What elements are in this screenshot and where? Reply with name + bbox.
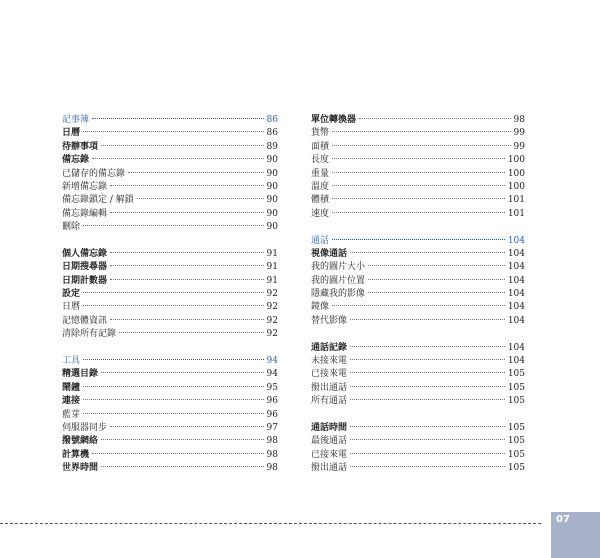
toc-entry[interactable] [311, 368, 525, 381]
toc-entry-title: 鬧鐘 [62, 382, 81, 393]
toc-spacer [311, 409, 525, 422]
dot-leader [332, 212, 505, 213]
toc-spacer [62, 235, 278, 248]
dot-leader [332, 305, 505, 306]
footer-dashed-rule [0, 523, 541, 524]
toc-entry[interactable] [311, 288, 525, 301]
toc-entry-page: 86 [266, 128, 278, 139]
toc-entry-page: 97 [266, 422, 278, 433]
toc-entry-page: 104 [507, 289, 525, 300]
dot-leader [92, 453, 264, 454]
toc-entry[interactable] [62, 154, 278, 167]
toc-entry-page: 90 [266, 155, 278, 166]
dot-leader [350, 319, 505, 320]
toc-entry[interactable] [311, 194, 525, 207]
toc-entry-page: 90 [266, 181, 278, 192]
toc-entry[interactable] [62, 181, 278, 194]
dot-leader [350, 346, 505, 347]
toc-entry-title: 鏡像 [311, 302, 330, 313]
dot-leader [350, 453, 505, 454]
dot-leader [101, 372, 264, 373]
toc-entry[interactable] [62, 248, 278, 261]
toc-entry-page: 104 [507, 248, 525, 259]
toc-entry-title: 日期計數器 [62, 275, 108, 286]
toc-entry-page: 86 [266, 115, 278, 125]
toc-entry[interactable] [311, 395, 525, 408]
toc-entry[interactable] [62, 194, 278, 207]
toc-entry[interactable] [311, 261, 525, 274]
toc-entry-page: 94 [266, 369, 278, 380]
toc-entry-page: 90 [266, 195, 278, 206]
dot-leader [110, 319, 264, 320]
dot-leader [119, 332, 264, 333]
dot-leader [83, 305, 264, 306]
dot-leader [332, 131, 511, 132]
dot-leader [83, 413, 264, 414]
toc-entry[interactable] [311, 449, 525, 462]
dot-leader [101, 439, 264, 440]
toc-entry-page: 105 [507, 369, 525, 380]
toc-entry-title: 藍芽 [62, 409, 81, 420]
dot-leader [83, 386, 264, 387]
toc-entry-page: 91 [266, 262, 278, 273]
toc-entry-page: 104 [507, 342, 525, 353]
toc-entry[interactable] [62, 409, 278, 422]
toc-entry-title: 世界時間 [62, 463, 99, 474]
toc-entry-title: 通話記錄 [311, 342, 348, 353]
dot-leader [128, 172, 264, 173]
toc-entry[interactable] [311, 422, 525, 435]
dot-leader [332, 158, 505, 159]
toc-entry[interactable] [62, 435, 278, 448]
toc-entry-page: 91 [266, 275, 278, 286]
toc-entry-page: 95 [266, 382, 278, 393]
toc-entry-page: 105 [507, 422, 525, 433]
dot-leader [350, 372, 505, 373]
dot-leader [110, 252, 264, 253]
toc-entry-title: 撥號網絡 [62, 436, 99, 447]
toc-entry-title: 最後通話 [311, 436, 348, 447]
toc-section-heading[interactable] [311, 235, 525, 248]
dot-leader [350, 399, 505, 400]
toc-entry-page: 91 [266, 248, 278, 259]
toc-entry-title: 隱藏我的影像 [311, 289, 366, 300]
toc-entry-title: 已接來電 [311, 449, 348, 460]
dot-leader [83, 131, 264, 132]
dot-leader [92, 118, 264, 119]
toc-entry-title: 所有通話 [311, 396, 348, 407]
dot-leader [110, 426, 264, 427]
toc-entry-page: 89 [266, 141, 278, 152]
dot-leader [83, 399, 264, 400]
toc-entry[interactable] [311, 168, 525, 181]
toc-entry-title: 記憶體資訊 [62, 315, 108, 326]
dot-leader [350, 426, 505, 427]
dot-leader [332, 239, 505, 240]
toc-entry-title: 視像通話 [311, 248, 348, 259]
toc-entry-page: 104 [507, 356, 525, 367]
toc-entry-title: 已儲存的備忘錄 [62, 168, 126, 179]
dot-leader [368, 279, 505, 280]
toc-right-column [311, 114, 525, 476]
toc-entry[interactable] [62, 261, 278, 274]
toc-entry[interactable] [62, 395, 278, 408]
toc-entry-page: 104 [507, 262, 525, 273]
toc-entry-title: 備忘錄 [62, 155, 90, 166]
dot-leader [350, 386, 505, 387]
dot-leader [83, 292, 264, 293]
toc-entry-title: 我的圖片大小 [311, 262, 366, 273]
dot-leader [110, 279, 264, 280]
toc-entry-title: 待辦事項 [62, 141, 99, 152]
toc-entry-page: 105 [507, 449, 525, 460]
toc-entry-page: 90 [266, 208, 278, 219]
dot-leader [83, 225, 264, 226]
toc-entry-title: 面積 [311, 141, 330, 152]
toc-entry[interactable] [311, 141, 525, 154]
toc-entry[interactable] [62, 449, 278, 462]
toc-entry-page: 98 [266, 436, 278, 447]
dot-leader [332, 198, 505, 199]
toc-entry[interactable] [311, 462, 525, 475]
toc-entry[interactable] [311, 208, 525, 221]
toc-entry-page: 104 [507, 275, 525, 286]
toc-entry-page: 100 [507, 155, 525, 166]
toc-entry[interactable] [311, 435, 525, 448]
toc-entry-page: 99 [513, 141, 525, 152]
toc-entry-title: 重量 [311, 168, 330, 179]
toc-entry-title: 備忘錄編輯 [62, 208, 108, 219]
toc-entry-title: 溫度 [311, 181, 330, 192]
toc-entry-page: 92 [266, 289, 278, 300]
toc-entry[interactable] [311, 355, 525, 368]
toc-entry-page: 100 [507, 168, 525, 179]
toc-section-heading[interactable] [62, 355, 278, 368]
dot-leader [110, 185, 264, 186]
toc-entry-page: 92 [266, 315, 278, 326]
toc-entry-page: 105 [507, 396, 525, 407]
toc-entry-page: 104 [507, 302, 525, 313]
toc-entry-title: 長度 [311, 155, 330, 166]
toc-entry-title: 刪除 [62, 222, 81, 233]
toc-entry[interactable] [62, 127, 278, 140]
toc-entry-title: 新增備忘錄 [62, 181, 108, 192]
toc-entry[interactable] [62, 301, 278, 314]
dot-leader [83, 359, 264, 360]
toc-entry[interactable] [311, 342, 525, 355]
toc-entry-title: 替代影像 [311, 315, 348, 326]
toc-entry[interactable] [311, 315, 525, 328]
dot-leader [332, 145, 511, 146]
toc-entry[interactable] [311, 248, 525, 261]
toc-entry-page: 92 [266, 329, 278, 340]
toc-entry-page: 94 [266, 356, 278, 367]
dot-leader [92, 158, 264, 159]
toc-entry-page: 105 [507, 382, 525, 393]
toc-entry-page: 96 [266, 409, 278, 420]
toc-entry[interactable] [62, 288, 278, 301]
toc-entry[interactable] [62, 168, 278, 181]
toc-entry-title: 我的圖片位置 [311, 275, 366, 286]
toc-entry[interactable] [62, 141, 278, 154]
toc-entry-title: 工具 [62, 356, 81, 367]
toc-entry[interactable] [62, 462, 278, 475]
toc-entry-title: 計算機 [62, 449, 90, 460]
toc-entry[interactable] [62, 221, 278, 234]
dot-leader [350, 439, 505, 440]
toc-entry-title: 未接來電 [311, 356, 348, 367]
toc-entry-title: 連接 [62, 396, 81, 407]
toc-entry[interactable] [311, 154, 525, 167]
dot-leader [368, 292, 505, 293]
toc-entry[interactable] [62, 315, 278, 328]
dot-leader [332, 172, 505, 173]
toc-entry-title: 貨幣 [311, 128, 330, 139]
toc-entry-title: 速度 [311, 208, 330, 219]
toc-entry[interactable] [62, 382, 278, 395]
toc-entry-page: 92 [266, 302, 278, 313]
toc-spacer [311, 221, 525, 234]
toc-entry-page: 100 [507, 181, 525, 192]
toc-entry-title: 日期搜尋器 [62, 262, 108, 273]
toc-entry[interactable] [62, 328, 278, 341]
dot-leader [110, 265, 264, 266]
toc-entry-title: 個人備忘錄 [62, 248, 108, 259]
toc-entry[interactable] [62, 422, 278, 435]
dot-leader [101, 466, 264, 467]
toc-entry-page: 105 [507, 436, 525, 447]
dot-leader [101, 145, 264, 146]
toc-entry[interactable] [62, 368, 278, 381]
toc-entry[interactable] [62, 208, 278, 221]
toc-spacer [62, 342, 278, 355]
toc-entry-page: 98 [513, 115, 525, 125]
toc-entry[interactable] [311, 382, 525, 395]
dot-leader [350, 466, 505, 467]
toc-entry-title: 清除所有記錄 [62, 329, 117, 340]
toc-entry-title: 體積 [311, 195, 330, 206]
dot-leader [332, 185, 505, 186]
toc-entry-page: 99 [513, 128, 525, 139]
toc-entry-page: 98 [266, 449, 278, 460]
toc-entry-title: 日曆 [62, 128, 81, 139]
toc-section-heading[interactable] [62, 114, 278, 127]
dot-leader [137, 198, 264, 199]
toc-entry[interactable] [311, 181, 525, 194]
dot-leader [350, 359, 505, 360]
toc-left-column [62, 114, 278, 476]
toc-entry-page: 90 [266, 168, 278, 179]
toc-entry-title: 單位轉換器 [311, 115, 357, 125]
toc-entry-title: 設定 [62, 289, 81, 300]
dot-leader [110, 212, 264, 213]
toc-entry-title: 通話時間 [311, 422, 348, 433]
toc-entry[interactable] [311, 127, 525, 140]
toc-entry-page: 104 [507, 315, 525, 326]
toc-entry-page: 101 [507, 208, 525, 219]
dot-leader [359, 118, 511, 119]
toc-entry-title: 備忘錄鎖定 / 解鎖 [62, 195, 134, 206]
toc-entry-title: 記事簿 [62, 115, 90, 125]
toc-spacer [311, 328, 525, 341]
dot-leader [350, 252, 505, 253]
toc-entry[interactable] [311, 114, 525, 127]
toc-entry-title: 撥出通話 [311, 463, 348, 474]
dot-leader [368, 265, 505, 266]
toc-entry-page: 104 [507, 235, 525, 246]
toc-entry-title: 伺服器同步 [62, 422, 108, 433]
toc-entry[interactable] [311, 301, 525, 314]
toc-entry-page: 101 [507, 195, 525, 206]
toc-entry-title: 日曆 [62, 302, 81, 313]
toc-entry[interactable] [311, 275, 525, 288]
toc-entry-title: 精選目錄 [62, 369, 99, 380]
toc-entry-page: 96 [266, 396, 278, 407]
toc-entry-page: 90 [266, 222, 278, 233]
toc-entry[interactable] [62, 275, 278, 288]
toc-entry-page: 98 [266, 463, 278, 474]
toc-entry-title: 通話 [311, 235, 330, 246]
toc-entry-title: 已接來電 [311, 369, 348, 380]
toc-entry-page: 105 [507, 463, 525, 474]
page-number: 07 [556, 514, 570, 525]
toc-entry-title: 撥出通話 [311, 382, 348, 393]
